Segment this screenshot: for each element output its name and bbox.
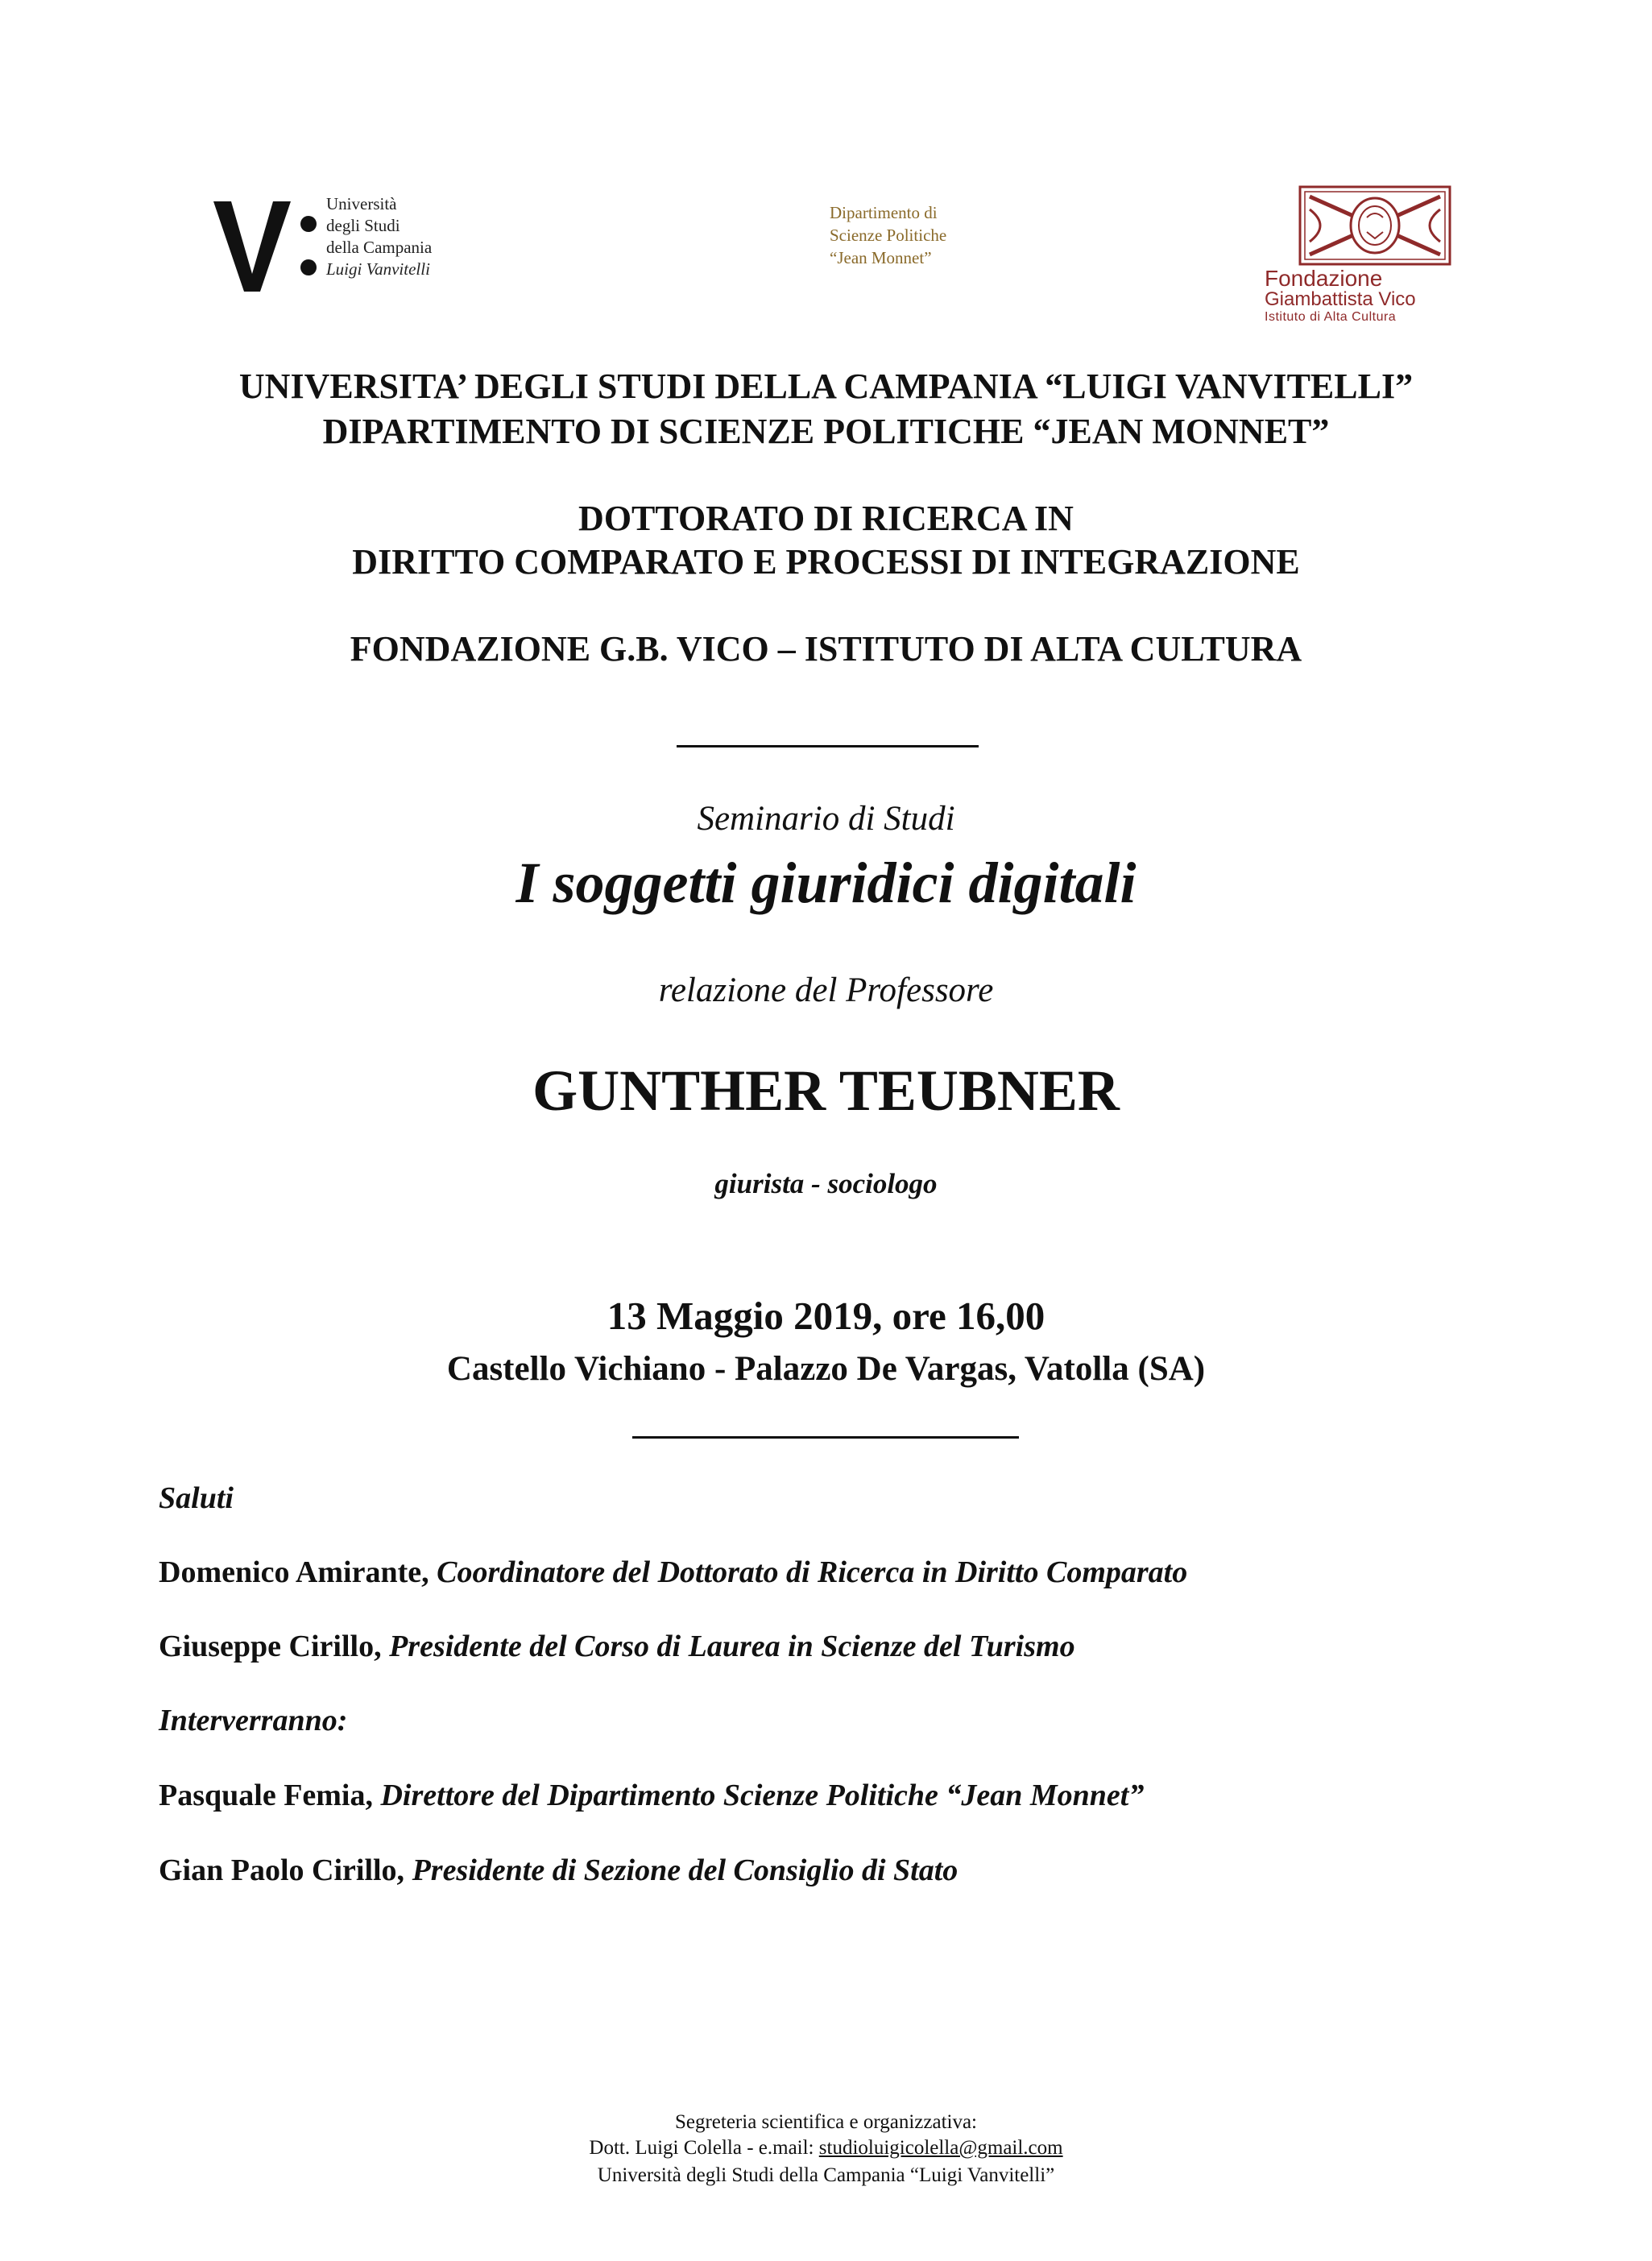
footer-email-link[interactable]: studioluigicolella@gmail.com <box>818 2137 1063 2159</box>
vanvitelli-line-3: della Campania <box>326 238 433 257</box>
vico-logo-line-2: Giambattista Vico <box>1265 288 1416 310</box>
participant-role: Direttore del Dipartimento Scienze Politiche “Jean Monnet” <box>380 1779 1145 1812</box>
greeting-role: Coordinatore del Dottorato di Ricerca in Diritto Comparato <box>437 1555 1188 1589</box>
footer-heading: Segreteria scientifica e organizzativa: <box>674 2111 978 2133</box>
greeting-item <box>159 1629 1075 1664</box>
vanvitelli-line-4: Luigi Vanvitelli <box>326 259 430 279</box>
footer-contact <box>0 2135 1652 2161</box>
department-logo <box>830 201 946 269</box>
greeting-name: Giuseppe Cirillo, <box>159 1629 382 1663</box>
logo-band <box>165 122 1486 324</box>
vanvitelli-line-2: degli Studi <box>326 216 400 235</box>
greeting-name: Domenico Amirante, <box>159 1555 429 1589</box>
footer-institution: Università degli Studi della Campania “Luigi Vanvitelli” <box>597 2164 1055 2186</box>
participant-role: Presidente di Sezione del Consiglio di Stato <box>412 1853 958 1887</box>
divider-top <box>677 745 979 747</box>
event-intro: relazione del Professore <box>658 971 994 1009</box>
department-logo-line-3: “Jean Monnet” <box>830 248 932 267</box>
doctorate-heading-line-2: DIRITTO COMPARATO E PROCESSI DI INTEGRAZIONE <box>352 542 1300 582</box>
vico-logo-line-1: Fondazione <box>1265 266 1383 291</box>
vico-emblem-icon <box>1298 185 1451 266</box>
speaker-item <box>159 1853 958 1888</box>
footer-contact-prefix: Dott. Luigi Colella - e.mail: <box>589 2137 819 2159</box>
vico-logo-line-3: Istituto di Alta Cultura <box>1265 310 1397 324</box>
foundation-heading: FONDAZIONE G.B. VICO – ISTITUTO DI ALTA CULTURA <box>350 629 1302 669</box>
university-heading: UNIVERSITA’ DEGLI STUDI DELLA CAMPANIA “LUIGI VANVITELLI” <box>238 366 1414 406</box>
department-logo-line-1: Dipartimento di <box>830 203 938 222</box>
speakers-heading: Interverranno: <box>159 1704 348 1737</box>
divider-bottom <box>632 1436 1019 1439</box>
vanvitelli-line-1: Università <box>326 194 397 213</box>
greetings-heading: Saluti <box>159 1481 234 1515</box>
participant-name: Gian Paolo Cirillo, <box>159 1853 405 1887</box>
speaker-item <box>159 1778 1144 1813</box>
department-logo-line-2: Scienze Politiche <box>830 226 947 245</box>
speaker-name: GUNTHER TEUBNER <box>532 1058 1120 1123</box>
participant-name: Pasquale Femia, <box>159 1779 373 1812</box>
vanvitelli-logo-text <box>326 193 432 280</box>
vico-foundation-logo <box>1265 185 1430 324</box>
event-title: I soggetti giuridici digitali <box>515 851 1137 915</box>
vanvitelli-mark-icon <box>213 193 322 294</box>
doctorate-heading-line-1: DOTTORATO DI RICERCA IN <box>578 499 1074 538</box>
event-type: Seminario di Studi <box>697 800 955 838</box>
speaker-role: giurista - sociologo <box>714 1168 938 1199</box>
greeting-item <box>159 1555 1187 1590</box>
department-heading: DIPARTIMENTO DI SCIENZE POLITICHE “JEAN MONNET” <box>322 412 1330 451</box>
event-date: 13 Maggio 2019, ore 16,00 <box>607 1294 1045 1338</box>
event-venue: Castello Vichiano - Palazzo De Vargas, Vatolla (SA) <box>446 1350 1206 1388</box>
greeting-role: Presidente del Corso di Laurea in Scienze del Turismo <box>389 1629 1075 1663</box>
vanvitelli-logo <box>213 193 487 306</box>
